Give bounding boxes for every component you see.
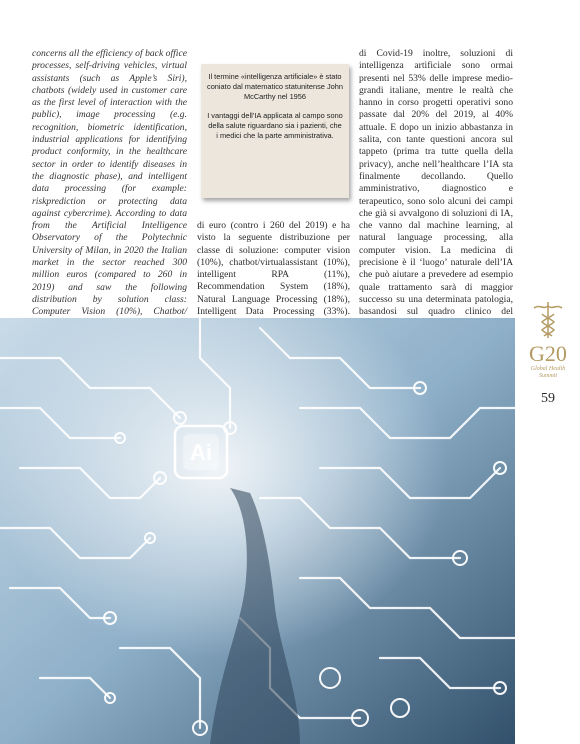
callout-text-2: I vantaggi dell’IA applicata al campo sono della salute riguardano sia i pazienti, che i medici che la parte amministrativa.: [207, 110, 343, 141]
g20-subtitle-line1: Global Health: [530, 366, 566, 372]
g20-subtitle-line2: Summit: [539, 373, 557, 379]
callout-box: [201, 64, 349, 198]
article-column-english: concerns all the efficiency of back office processes, self-driving vehicles, virtual assistants (such as Apple’s Siri), chatbots (widely used in customer care as the first level of interaction with the public), image processing (e.g. recognition, biometric identification, industrial applications for identifying product conformity, in the healthcare sector in order to identify diseases in the diagnostic phase), and intelligent data processing (for example: riskprediction or protecting data against cybercrime). According to data from the Artificial Intelligence Observatory of the Polytechnic University of Milan, in 2020 the Italian market in the sector reached 300 million euros (compared to 260 in 2019) and saw the following distribution by solution class: Computer Vision (10%), Chatbot/: [32, 48, 187, 318]
ai-badge-text: Ai: [190, 440, 212, 465]
caduceus-icon: [531, 300, 565, 340]
callout-text-1: Il termine «intelligenza artificiale» è stato coniato dal matematico statunitense John McCarthy nel 1956: [207, 72, 343, 102]
ai-circuit-photo: [0, 318, 515, 744]
g20-title: G20: [529, 341, 567, 366]
article-column-right: di Covid-19 inoltre, soluzioni di intelligenza artificiale sono ormai presenti nel 53% delle imprese medio-grandi italiane, mentre le realtà che hanno in corso progetti operativi sono passate dal 20% del 2019, al 40% attuale. E dopo un inizio abbastanza in salita, con tante questioni ancora sul tappeto (prima tra tutte quella della privacy), anche nell’healthcare l’IA sta finalmente decollando. Quello amministrativo, diagnostico e terapeutico, sono solo alcuni dei campi che già si avvalgono di soluzioni di IA, che vanno dal machine learning, al natural language processing, alla computer vision. La medicina di precisione è il ‘luogo’ naturale dell’IA che può aiutare a prevedere ad esempio quale trattamento sarà di maggior successo su una determinata patologia, basandosi sul quadro clinico del: [359, 48, 513, 318]
article-column-middle: di euro (contro i 260 del 2019) e ha visto la seguente distribuzione per classe di soluzione: computer vision (10%), chatbot/virtualassistant (10%), intelligent RPA (11%), Recommendation System (18%), Natural Language Processing (18%), Intelligent Data Processing (33%).: [197, 220, 350, 318]
g20-logo: [519, 300, 577, 380]
page-number: 59: [541, 391, 555, 406]
